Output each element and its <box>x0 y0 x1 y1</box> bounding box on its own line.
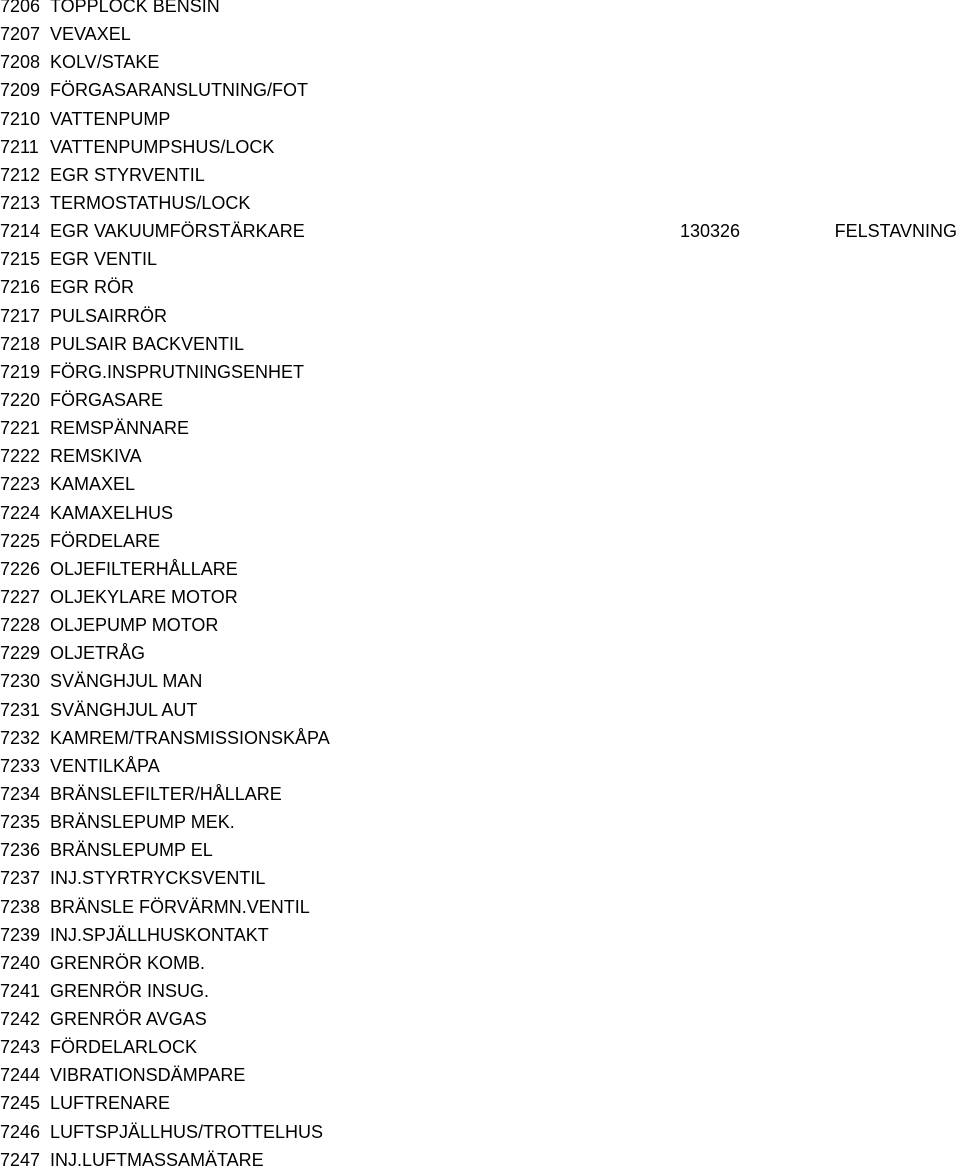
item-label: EGR VENTIL <box>50 249 158 270</box>
item-code: 7212 <box>0 164 41 185</box>
item-label: PULSAIRRÖR <box>50 305 168 326</box>
list-item <box>0 386 960 414</box>
item-label: KOLV/STAKE <box>50 52 160 73</box>
item-label: FÖRDELARE <box>50 530 161 551</box>
item-label: BRÄNSLEPUMP MEK. <box>50 812 235 833</box>
item-code: 7232 <box>0 727 41 748</box>
item-code: 7218 <box>0 333 41 354</box>
item-code: 7228 <box>0 615 41 636</box>
list-item <box>0 330 960 358</box>
list-item <box>0 696 960 724</box>
item-label: FÖRDELARLOCK <box>50 1037 198 1058</box>
list-item <box>0 921 960 949</box>
item-code: 7219 <box>0 361 41 382</box>
item-label: EGR STYRVENTIL <box>50 164 205 185</box>
item-date: 130326 <box>680 221 741 242</box>
item-label: VATTENPUMP <box>50 108 171 129</box>
list-item <box>0 76 960 104</box>
item-code: 7234 <box>0 783 41 804</box>
item-code: 7246 <box>0 1121 41 1142</box>
list-item <box>0 864 960 892</box>
item-code: 7208 <box>0 52 41 73</box>
item-label: TERMOSTATHUS/LOCK <box>50 192 251 213</box>
list-item <box>0 893 960 921</box>
list-item <box>0 273 960 301</box>
list-item <box>0 1005 960 1033</box>
list-item <box>0 611 960 639</box>
item-code: 7241 <box>0 980 41 1001</box>
item-code: 7247 <box>0 1149 41 1170</box>
item-code: 7210 <box>0 108 41 129</box>
item-label: LUFTSPJÄLLHUS/TROTTELHUS <box>50 1121 324 1142</box>
item-code: 7239 <box>0 924 41 945</box>
list-item <box>0 1118 960 1146</box>
item-label: LUFTRENARE <box>50 1093 171 1114</box>
list-item <box>0 302 960 330</box>
list-item <box>0 808 960 836</box>
list-item <box>0 105 960 133</box>
item-label: TOPPLOCK BENSIN <box>50 0 220 16</box>
item-label: GRENRÖR AVGAS <box>50 1009 207 1030</box>
list-item <box>0 1061 960 1089</box>
item-label: VEVAXEL <box>50 24 131 45</box>
item-code: 7213 <box>0 192 41 213</box>
item-code: 7214 <box>0 221 41 242</box>
list-item <box>0 639 960 667</box>
list-item <box>0 48 960 76</box>
item-code: 7226 <box>0 558 41 579</box>
item-label: OLJEPUMP MOTOR <box>50 615 219 636</box>
item-label: VENTILKÅPA <box>50 755 160 776</box>
list-item <box>0 667 960 695</box>
item-label: GRENRÖR KOMB. <box>50 952 206 973</box>
list-item <box>0 1089 960 1117</box>
item-code: 7206 <box>0 0 41 16</box>
item-label: INJ.SPJÄLLHUSKONTAKT <box>50 924 269 945</box>
list-item <box>0 780 960 808</box>
list-item <box>0 949 960 977</box>
list-item <box>0 161 960 189</box>
item-code: 7235 <box>0 812 41 833</box>
item-label: PULSAIR BACKVENTIL <box>50 333 245 354</box>
item-code: 7222 <box>0 446 41 467</box>
item-label: BRÄNSLEPUMP EL <box>50 840 213 861</box>
item-code: 7227 <box>0 586 41 607</box>
list-item <box>0 752 960 780</box>
item-code: 7207 <box>0 24 41 45</box>
list-item <box>0 20 960 48</box>
item-code: 7217 <box>0 305 41 326</box>
item-code: 7240 <box>0 952 41 973</box>
item-code: 7229 <box>0 643 41 664</box>
item-label: SVÄNGHJUL MAN <box>50 671 203 692</box>
item-code: 7220 <box>0 389 41 410</box>
item-label: EGR VAKUUMFÖRSTÄRKARE <box>50 221 305 242</box>
list-item <box>0 133 960 161</box>
item-code: 7225 <box>0 530 41 551</box>
list-item <box>0 189 960 217</box>
item-label: FÖRGASARE <box>50 389 164 410</box>
item-label: KAMREM/TRANSMISSIONSKÅPA <box>50 727 330 748</box>
item-label: KAMAXELHUS <box>50 502 174 523</box>
item-label: VIBRATIONSDÄMPARE <box>50 1065 246 1086</box>
item-code: 7244 <box>0 1065 41 1086</box>
item-label: OLJEFILTERHÅLLARE <box>50 558 238 579</box>
item-code: 7237 <box>0 868 41 889</box>
item-code: 7242 <box>0 1009 41 1030</box>
item-code: 7245 <box>0 1093 41 1114</box>
item-label: GRENRÖR INSUG. <box>50 980 210 1001</box>
list-item <box>0 555 960 583</box>
item-code: 7238 <box>0 896 41 917</box>
list-item <box>0 0 960 20</box>
item-label: FÖRGASARANSLUTNING/FOT <box>50 80 309 101</box>
item-label: BRÄNSLE FÖRVÄRMN.VENTIL <box>50 896 310 917</box>
list-item <box>0 977 960 1005</box>
item-code: 7236 <box>0 840 41 861</box>
item-label: REMSKIVA <box>50 446 142 467</box>
item-label: INJ.LUFTMASSAMÄTARE <box>50 1149 264 1170</box>
item-code: 7233 <box>0 755 41 776</box>
item-code: 7231 <box>0 699 41 720</box>
item-code: 7243 <box>0 1037 41 1058</box>
item-code: 7224 <box>0 502 41 523</box>
list-item <box>0 724 960 752</box>
item-label: BRÄNSLEFILTER/HÅLLARE <box>50 783 282 804</box>
item-label: SVÄNGHJUL AUT <box>50 699 198 720</box>
item-code: 7216 <box>0 277 41 298</box>
item-label: OLJETRÅG <box>50 643 146 664</box>
item-label: EGR RÖR <box>50 277 135 298</box>
item-code: 7211 <box>0 136 39 157</box>
list-item <box>0 1033 960 1061</box>
list-item <box>0 1146 960 1174</box>
item-note: FELSTAVNING <box>834 221 957 242</box>
list-item <box>0 470 960 498</box>
item-label: FÖRG.INSPRUTNINGSENHET <box>50 361 305 382</box>
item-label: OLJEKYLARE MOTOR <box>50 586 238 607</box>
item-code: 7223 <box>0 474 41 495</box>
list-item <box>0 836 960 864</box>
list-item <box>0 217 960 245</box>
list-item <box>0 583 960 611</box>
item-label: VATTENPUMPSHUS/LOCK <box>50 136 275 157</box>
item-code: 7215 <box>0 249 41 270</box>
list-item <box>0 358 960 386</box>
item-code: 7209 <box>0 80 41 101</box>
list-item <box>0 414 960 442</box>
item-code: 7230 <box>0 671 41 692</box>
list-item <box>0 499 960 527</box>
item-label: KAMAXEL <box>50 474 136 495</box>
list-item <box>0 442 960 470</box>
item-code: 7221 <box>0 418 41 439</box>
item-label: REMSPÄNNARE <box>50 418 190 439</box>
list-item <box>0 245 960 273</box>
item-label: INJ.STYRTRYCKSVENTIL <box>50 868 266 889</box>
list-item <box>0 527 960 555</box>
